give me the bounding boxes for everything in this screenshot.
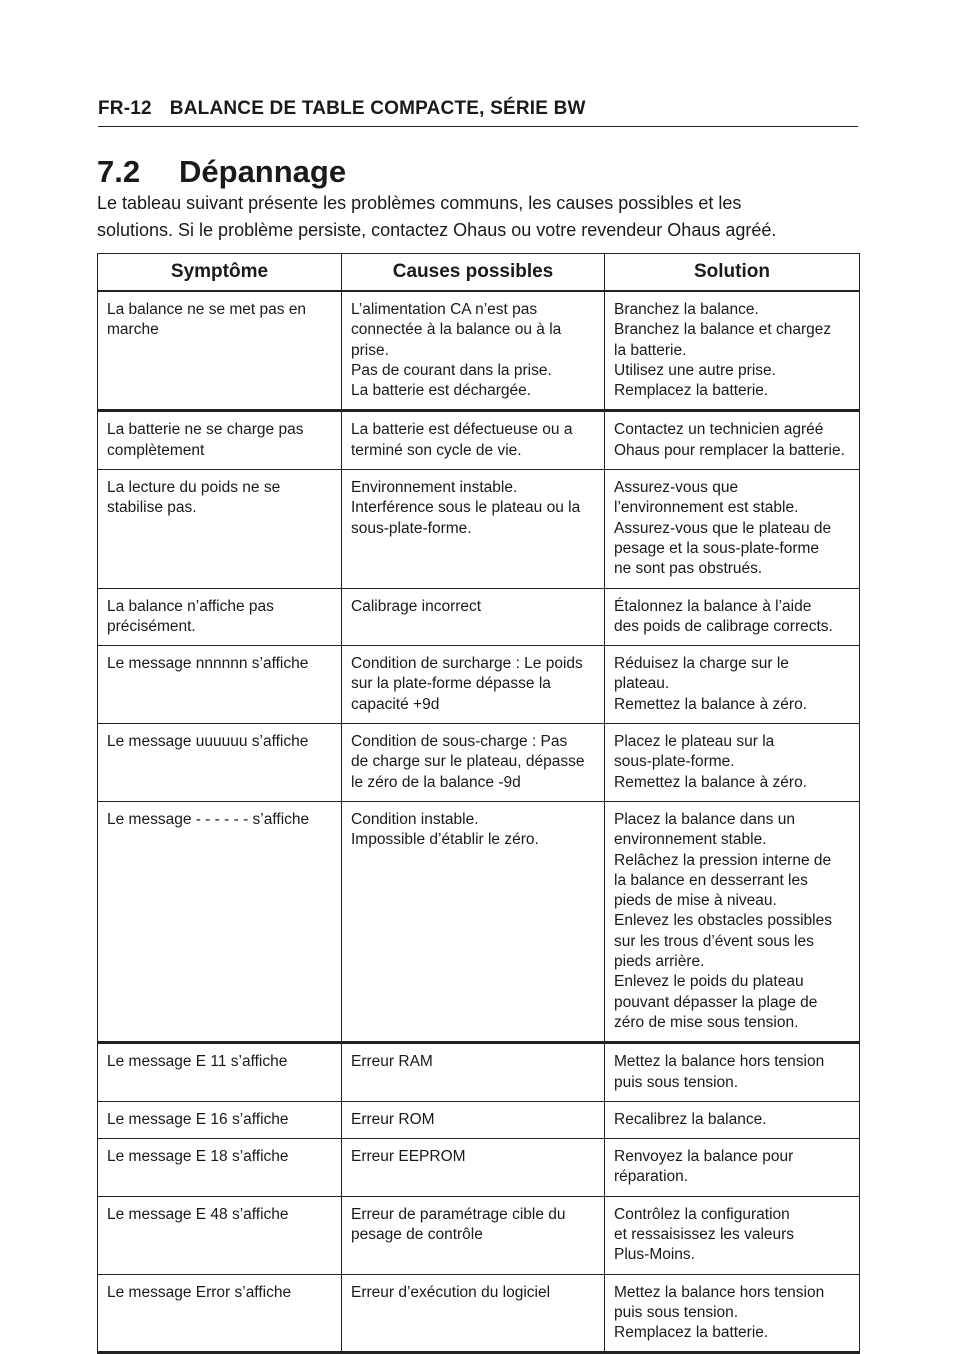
symptom-line: Le message E 18 s’affiche bbox=[107, 1148, 289, 1166]
solution-line: pieds arrière. bbox=[614, 953, 705, 971]
solution-cell bbox=[605, 1274, 860, 1353]
intro-line: solutions. Si le problème persiste, contactez Ohaus ou votre revendeur Ohaus agréé. bbox=[97, 220, 777, 240]
solution-line: Remplacez la batterie. bbox=[614, 382, 769, 400]
section-title: Dépannage bbox=[179, 154, 347, 189]
table-header-row bbox=[98, 254, 860, 292]
causes-cell bbox=[342, 724, 605, 802]
symptom-cell bbox=[98, 1196, 342, 1274]
solution-line: pieds de mise à niveau. bbox=[614, 892, 777, 910]
solution-line: Assurez-vous que le plateau de bbox=[614, 519, 832, 537]
symptom-line: Le message E 11 s’affiche bbox=[107, 1053, 288, 1071]
causes-cell bbox=[342, 1274, 605, 1353]
symptom-cell bbox=[98, 1043, 342, 1102]
solution-line: Branchez la balance. bbox=[614, 301, 759, 318]
symptom-cell bbox=[98, 801, 342, 1042]
causes-cell bbox=[342, 1101, 605, 1138]
symptom-cell bbox=[98, 588, 342, 646]
column-header-causes: Causes possibles bbox=[342, 254, 605, 292]
table-row bbox=[98, 291, 860, 411]
solution-cell bbox=[605, 291, 860, 411]
solution-cell bbox=[605, 724, 860, 802]
solution-cell bbox=[605, 470, 860, 588]
section-heading bbox=[97, 154, 346, 190]
solution-line: l’environnement est stable. bbox=[614, 499, 799, 517]
column-header-symptom: Symptôme bbox=[98, 254, 342, 292]
symptom-line: Le message E 48 s’affiche bbox=[107, 1205, 289, 1223]
solution-line: Placez le plateau sur la bbox=[614, 733, 775, 751]
causes-cell bbox=[342, 1139, 605, 1197]
solution-line: Relâchez la pression interne de bbox=[614, 851, 832, 869]
troubleshooting-table bbox=[97, 253, 860, 1354]
solution-line: ne sont pas obstrués. bbox=[614, 560, 763, 578]
causes-line: Erreur ROM bbox=[351, 1110, 435, 1128]
symptom-line: Le message uuuuuu s’affiche bbox=[107, 733, 309, 751]
intro-paragraph bbox=[97, 190, 857, 244]
solution-cell bbox=[605, 1139, 860, 1197]
causes-line: Erreur de paramétrage cible du bbox=[351, 1205, 566, 1223]
solution-line: Réduisez la charge sur le bbox=[614, 655, 789, 673]
causes-line: le zéro de la balance -9d bbox=[351, 773, 521, 791]
causes-line: Condition instable. bbox=[351, 810, 479, 828]
column-header-solution: Solution bbox=[605, 254, 860, 292]
symptom-line: La batterie ne se charge pas bbox=[107, 421, 304, 439]
symptom-line: Le message - - - - - - s’affiche bbox=[107, 810, 310, 828]
symptom-cell bbox=[98, 1101, 342, 1138]
solution-cell bbox=[605, 1101, 860, 1138]
causes-line: La batterie est déchargée. bbox=[351, 382, 532, 400]
table-row bbox=[98, 411, 860, 470]
intro-line: Le tableau suivant présente les problèmes communs, les causes possibles et les bbox=[97, 193, 742, 213]
causes-cell bbox=[342, 801, 605, 1042]
causes-line: Condition de surcharge : Le poids bbox=[351, 655, 583, 673]
symptom-line: Le message Error s’affiche bbox=[107, 1283, 292, 1301]
solution-line: puis sous tension. bbox=[614, 1303, 739, 1321]
header-text bbox=[98, 98, 586, 120]
symptom-cell bbox=[98, 291, 342, 411]
solution-line: Enlevez les obstacles possibles bbox=[614, 912, 832, 930]
symptom-line: La balance n’affiche pas bbox=[107, 597, 274, 615]
causes-cell bbox=[342, 1196, 605, 1274]
solution-line: la balance en desserrant les bbox=[614, 871, 808, 889]
solution-line: et ressaisissez les valeurs bbox=[614, 1225, 795, 1243]
symptom-line: Le message E 16 s’affiche bbox=[107, 1110, 289, 1128]
solution-line: sur les trous d’évent sous les bbox=[614, 932, 814, 950]
table-row bbox=[98, 646, 860, 724]
section-number: 7.2 bbox=[97, 154, 141, 189]
table-row bbox=[98, 588, 860, 646]
solution-cell bbox=[605, 646, 860, 724]
causes-cell bbox=[342, 588, 605, 646]
causes-line: sous-plate-forme. bbox=[351, 519, 472, 537]
causes-cell bbox=[342, 1043, 605, 1102]
causes-line: L’alimentation CA n’est pas bbox=[351, 301, 538, 318]
solution-line: Remettez la balance à zéro. bbox=[614, 695, 807, 713]
solution-cell bbox=[605, 1043, 860, 1102]
table-row bbox=[98, 1043, 860, 1102]
solution-line: Étalonnez la balance à l’aide bbox=[614, 597, 812, 615]
solution-line: la batterie. bbox=[614, 341, 687, 359]
causes-line: pesage de contrôle bbox=[351, 1225, 483, 1243]
symptom-cell bbox=[98, 411, 342, 470]
causes-line: Condition de sous-charge : Pas bbox=[351, 733, 568, 751]
causes-line: terminé son cycle de vie. bbox=[351, 441, 522, 459]
page-number: FR-12 bbox=[98, 98, 152, 119]
solution-line: Branchez la balance et chargez bbox=[614, 321, 832, 339]
symptom-cell bbox=[98, 1274, 342, 1353]
symptom-cell bbox=[98, 646, 342, 724]
solution-line: réparation. bbox=[614, 1168, 689, 1186]
table-row bbox=[98, 801, 860, 1042]
symptom-cell bbox=[98, 470, 342, 588]
causes-line: de charge sur le plateau, dépasse bbox=[351, 753, 585, 771]
causes-line: Pas de courant dans la prise. bbox=[351, 361, 552, 379]
causes-line: capacité +9d bbox=[351, 695, 440, 713]
solution-line: Remettez la balance à zéro. bbox=[614, 773, 807, 791]
symptom-line: La lecture du poids ne se bbox=[107, 479, 281, 497]
solution-line: Mettez la balance hors tension bbox=[614, 1283, 825, 1301]
solution-line: Contactez un technicien agréé bbox=[614, 421, 824, 439]
causes-line: connectée à la balance ou à la bbox=[351, 321, 562, 339]
symptom-line: marche bbox=[107, 321, 159, 339]
solution-line: zéro de mise sous tension. bbox=[614, 1013, 799, 1031]
table-row bbox=[98, 1101, 860, 1138]
symptom-line: stabilise pas. bbox=[107, 499, 197, 517]
causes-line: Erreur EEPROM bbox=[351, 1148, 466, 1166]
causes-cell bbox=[342, 646, 605, 724]
symptom-line: La balance ne se met pas en bbox=[107, 301, 307, 318]
solution-line: Mettez la balance hors tension bbox=[614, 1053, 825, 1071]
table-row bbox=[98, 1139, 860, 1197]
table-body bbox=[98, 291, 860, 1353]
table-row bbox=[98, 1274, 860, 1353]
causes-line: Erreur RAM bbox=[351, 1053, 433, 1071]
causes-line: Impossible d’établir le zéro. bbox=[351, 831, 539, 849]
causes-line: prise. bbox=[351, 341, 389, 359]
symptom-cell bbox=[98, 1139, 342, 1197]
causes-line: sur la plate-forme dépasse la bbox=[351, 675, 551, 693]
symptom-line: complètement bbox=[107, 441, 205, 459]
symptom-line: précisément. bbox=[107, 617, 196, 635]
solution-line: Contrôlez la configuration bbox=[614, 1205, 790, 1223]
solution-line: Ohaus pour remplacer la batterie. bbox=[614, 441, 845, 459]
causes-cell bbox=[342, 470, 605, 588]
solution-line: Utilisez une autre prise. bbox=[614, 361, 776, 379]
solution-line: Recalibrez la balance. bbox=[614, 1110, 767, 1128]
causes-line: Interférence sous le plateau ou la bbox=[351, 499, 581, 517]
solution-line: environnement stable. bbox=[614, 831, 767, 849]
document-title: BALANCE DE TABLE COMPACTE, SÉRIE BW bbox=[169, 98, 586, 119]
table-row bbox=[98, 1196, 860, 1274]
solution-line: puis sous tension. bbox=[614, 1073, 739, 1091]
solution-line: Plus-Moins. bbox=[614, 1246, 695, 1264]
causes-line: Erreur d’exécution du logiciel bbox=[351, 1283, 551, 1301]
solution-cell bbox=[605, 588, 860, 646]
page-header bbox=[98, 96, 858, 127]
table-row bbox=[98, 470, 860, 588]
solution-line: pesage et la sous-plate-forme bbox=[614, 539, 820, 557]
solution-line: Assurez-vous que bbox=[614, 479, 739, 497]
solution-cell bbox=[605, 801, 860, 1042]
causes-line: Calibrage incorrect bbox=[351, 597, 482, 615]
solution-line: pouvant dépasser la plage de bbox=[614, 993, 818, 1011]
symptom-line: Le message nnnnnn s’affiche bbox=[107, 655, 309, 673]
causes-line: La batterie est défectueuse ou a bbox=[351, 421, 573, 439]
solution-line: Renvoyez la balance pour bbox=[614, 1148, 794, 1166]
solution-line: Enlevez le poids du plateau bbox=[614, 973, 804, 991]
solution-line: sous-plate-forme. bbox=[614, 753, 735, 771]
solution-line: Placez la balance dans un bbox=[614, 810, 795, 828]
solution-line: plateau. bbox=[614, 675, 670, 693]
solution-line: des poids de calibrage corrects. bbox=[614, 617, 833, 635]
table-row bbox=[98, 724, 860, 802]
symptom-cell bbox=[98, 724, 342, 802]
solution-cell bbox=[605, 1196, 860, 1274]
causes-cell bbox=[342, 291, 605, 411]
solution-line: Remplacez la batterie. bbox=[614, 1324, 769, 1342]
causes-line: Environnement instable. bbox=[351, 479, 518, 497]
causes-cell bbox=[342, 411, 605, 470]
solution-cell bbox=[605, 411, 860, 470]
